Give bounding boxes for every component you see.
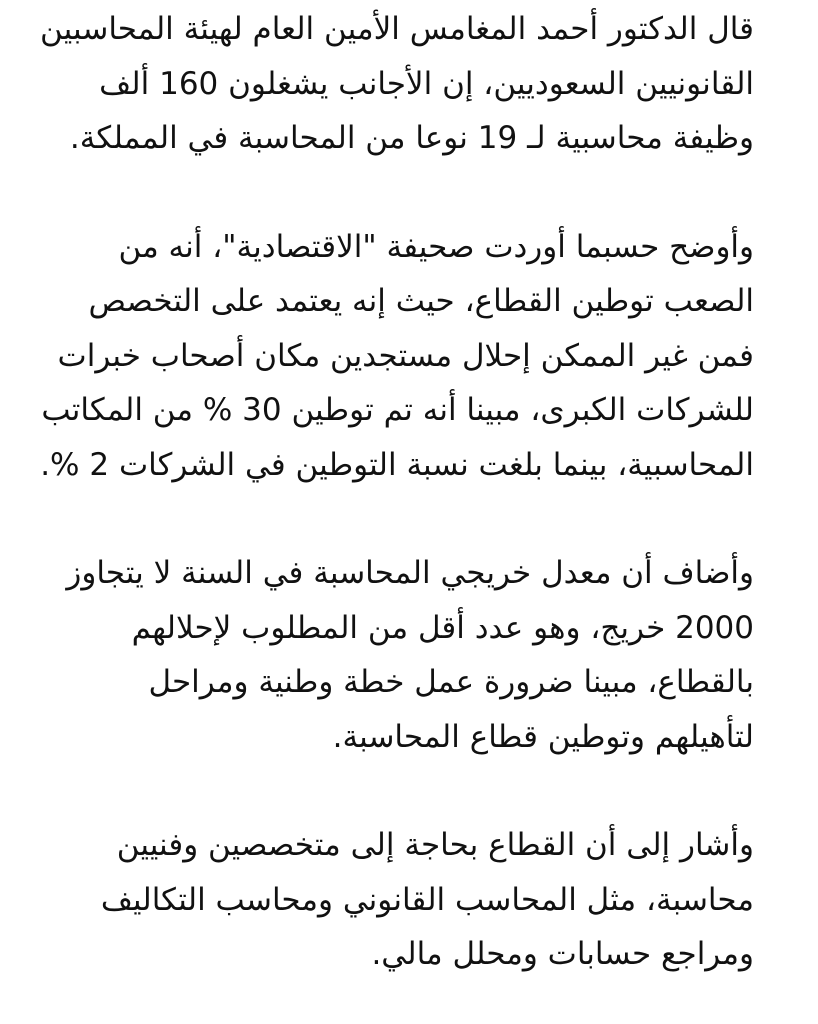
text-line: للشركات الكبرى، مبينا أنه تم توطين 30 % من المكاتب bbox=[41, 392, 754, 428]
text-line: قال الدكتور أحمد المغامس الأمين العام لهيئة المحاسبين bbox=[40, 11, 754, 47]
text-line: ومراجع حسابات ومحلل مالي. bbox=[371, 936, 754, 972]
text-line: وأشار إلى أن القطاع بحاجة إلى متخصصين وفنيين bbox=[116, 827, 754, 863]
text-line: وأوضح حسبما أوردت صحيفة "الاقتصادية"، أنه من bbox=[118, 228, 754, 265]
text-line: وأضاف أن معدل خريجي المحاسبة في السنة لا يتجاوز bbox=[66, 555, 754, 591]
text-line: محاسبة، مثل المحاسب القانوني ومحاسب التكاليف bbox=[100, 881, 754, 918]
text-line: لتأهيلهم وتوطين قطاع المحاسبة. bbox=[332, 718, 754, 755]
paragraph-graduates bbox=[56, 546, 754, 764]
paragraph-intro bbox=[40, 2, 754, 166]
text-line: المحاسبية، بينما بلغت نسبة التوطين في الشركات 2 %. bbox=[40, 446, 754, 483]
text-line: بالقطاع، مبينا ضرورة عمل خطة وطنية ومراحل bbox=[148, 664, 754, 700]
text-line: الصعب توطين القطاع، حيث إنه يعتمد على التخصص bbox=[88, 283, 754, 319]
text-line: وظيفة محاسبية لـ 19 نوعا من المحاسبة في المملكة. bbox=[69, 120, 754, 156]
text-line: 2000 خريج، وهو عدد أقل من المطلوب لإحلالهم bbox=[131, 609, 754, 646]
text-line: فمن غير الممكن إحلال مستجدين مكان أصحاب خبرات bbox=[57, 337, 754, 374]
text-line: القانونيين السعوديين، إن الأجانب يشغلون 160 ألف bbox=[99, 65, 754, 102]
paragraph-specialists bbox=[56, 818, 754, 982]
paragraph-localization bbox=[40, 220, 754, 493]
